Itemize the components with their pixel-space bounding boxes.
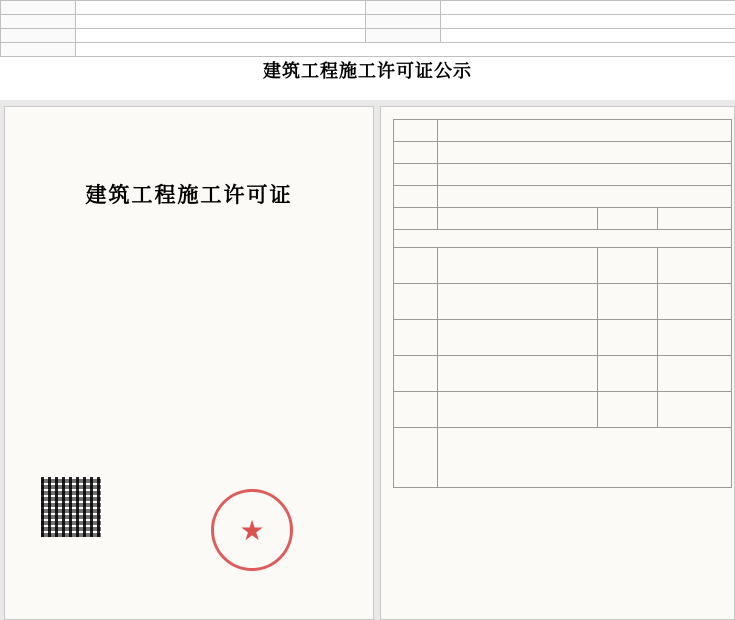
meta-label — [366, 29, 441, 43]
participant-row — [394, 392, 732, 428]
meta-value — [76, 43, 735, 57]
detail-label — [394, 164, 438, 186]
detail-label — [598, 208, 658, 230]
remarks-label — [394, 428, 438, 488]
detail-label — [394, 120, 438, 142]
detail-value — [438, 164, 732, 186]
meta-value — [76, 29, 366, 43]
detail-label — [394, 142, 438, 164]
detail-row — [394, 186, 732, 208]
permit-detail-table — [393, 119, 732, 488]
remarks-value — [438, 428, 732, 488]
meta-row — [1, 29, 735, 43]
detail-row — [394, 164, 732, 186]
meta-label — [366, 15, 441, 29]
participant-row — [394, 356, 732, 392]
participant-row — [394, 320, 732, 356]
detail-row — [394, 208, 732, 230]
official-seal-icon — [211, 489, 293, 571]
detail-value — [438, 186, 732, 208]
participant-name — [438, 356, 598, 392]
meta-label — [366, 1, 441, 15]
participant-role — [394, 284, 438, 320]
detail-row — [394, 120, 732, 142]
meta-value — [441, 1, 735, 15]
participants-header — [394, 230, 732, 248]
meta-row — [1, 43, 735, 57]
meta-row — [1, 1, 735, 15]
meta-value — [76, 1, 366, 15]
meta-value — [76, 15, 366, 29]
participant-name — [438, 248, 598, 284]
participant-lead-label — [598, 392, 658, 428]
participant-lead — [658, 392, 732, 428]
detail-value — [438, 120, 732, 142]
detail-label — [394, 208, 438, 230]
participants-header-row — [394, 230, 732, 248]
participant-lead — [658, 284, 732, 320]
permit-title: 建筑工程施工许可证 — [85, 182, 293, 207]
detail-value — [658, 208, 732, 230]
permit-right-page — [380, 106, 735, 620]
detail-label — [394, 186, 438, 208]
meta-row — [1, 15, 735, 29]
disclosure-meta-table — [0, 0, 735, 57]
permit-left-page — [4, 106, 374, 620]
qr-code-icon — [41, 477, 101, 537]
detail-value — [438, 208, 598, 230]
meta-label — [1, 1, 76, 15]
participant-name — [438, 284, 598, 320]
detail-row — [394, 142, 732, 164]
participant-lead — [658, 248, 732, 284]
participant-row — [394, 284, 732, 320]
participant-lead-label — [598, 248, 658, 284]
participant-role — [394, 320, 438, 356]
participant-lead — [658, 320, 732, 356]
participant-lead — [658, 356, 732, 392]
participant-lead-label — [598, 356, 658, 392]
meta-label — [1, 29, 76, 43]
participant-row — [394, 248, 732, 284]
participant-role — [394, 248, 438, 284]
notice-title: 建筑工程施工许可证公示 — [263, 61, 472, 82]
participant-role — [394, 392, 438, 428]
meta-value — [441, 29, 735, 43]
meta-label — [1, 43, 76, 57]
participant-role — [394, 356, 438, 392]
remarks-row — [394, 428, 732, 488]
detail-value — [438, 142, 732, 164]
participant-name — [438, 320, 598, 356]
participant-lead-label — [598, 320, 658, 356]
meta-value — [441, 15, 735, 29]
participant-name — [438, 392, 598, 428]
participant-lead-label — [598, 284, 658, 320]
permit-scan — [0, 100, 735, 620]
meta-label — [1, 15, 76, 29]
